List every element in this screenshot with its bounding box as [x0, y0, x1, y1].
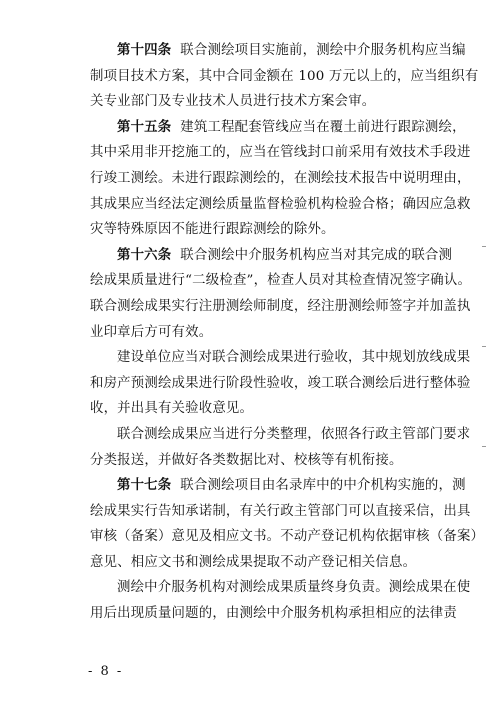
paragraph-text: 联合测绘中介服务机构应当对其完成的联合测 — [180, 247, 453, 263]
paragraph-line: 绘成果实行告知承诺制，有关行政主管部门可以直接采信，出具 — [90, 503, 471, 519]
margin-mark — [482, 346, 486, 347]
paragraph-line: 灾等特殊原因不能进行跟踪测绘的除外。 — [90, 222, 335, 238]
article-number: 第十七条 — [117, 478, 172, 494]
paragraph-line: 分类报送，并做好各类数据比对、校核等有机衔接。 — [90, 452, 403, 468]
paragraph-text: 建筑工程配套管线应当在覆土前进行跟踪测绘， — [180, 119, 466, 135]
paragraph-line: 建设单位应当对联合测绘成果进行验收，其中规划放线成果 — [117, 350, 471, 366]
margin-mark — [482, 446, 486, 447]
paragraph-line: 绘成果质量进行“二级检查”，检查人员对其检查情况签字确认。 — [90, 273, 472, 289]
page-number: - 8 - — [88, 664, 124, 679]
paragraph-line: 业印章后方可有效。 — [90, 324, 213, 340]
paragraph-line — [90, 243, 453, 269]
paragraph-line: 关专业部门及专业技术人员进行技术方案会审。 — [90, 94, 376, 110]
article-number: 第十五条 — [117, 119, 172, 135]
paragraph-line: 测绘中介服务机构对测绘成果质量终身负责。测绘成果在使 — [117, 580, 471, 596]
margin-mark — [482, 246, 486, 247]
paragraph-line: 收，并出具有关验收意见。 — [90, 401, 254, 417]
paragraph-line: 和房产预测绘成果进行阶段性验收，竣工联合测绘后进行整体验 — [90, 375, 471, 391]
paragraph-line: 意见、相应文书和测绘成果提取不动产登记相关信息。 — [90, 554, 417, 570]
paragraph-line: 审核（备案）意见及相应文书。不动产登记机构依据审核（备案） — [90, 529, 485, 545]
paragraph-line: 联合测绘成果实行注册测绘师制度，经注册测绘师签字并加盖执 — [90, 298, 471, 314]
document-body — [90, 38, 485, 627]
paragraph-line — [90, 115, 466, 141]
article-number: 第十四条 — [117, 43, 172, 58]
article-number: 第十六条 — [117, 247, 172, 263]
paragraph-line — [90, 473, 466, 499]
paragraph-line: 其成果应当经法定测绘质量监督检验机构检验合格；确因应急救 — [90, 196, 471, 212]
paragraph-line: 用后出现质量问题的，由测绘中介服务机构承担相应的法律责 — [90, 606, 457, 622]
paragraph-text: 联合测绘项目由名录库中的中介机构实施的，测 — [180, 478, 466, 494]
paragraph-line: 其中采用非开挖施工的，应当在管线封口前采用有效技术手段进 — [90, 145, 471, 161]
paragraph-line: 联合测绘成果应当进行分类整理，依照各行政主管部门要求 — [117, 426, 471, 442]
paragraph-text: 联合测绘项目实施前，测绘中介服务机构应当编 — [180, 43, 466, 58]
paragraph-line: 行竣工测绘。未进行跟踪测绘的，在测绘技术报告中说明理由， — [90, 170, 471, 186]
paragraph-line — [90, 38, 466, 64]
paragraph-line: 制项目技术方案，其中合同金额在 100 万元以上的，应当组织有 — [90, 68, 479, 84]
